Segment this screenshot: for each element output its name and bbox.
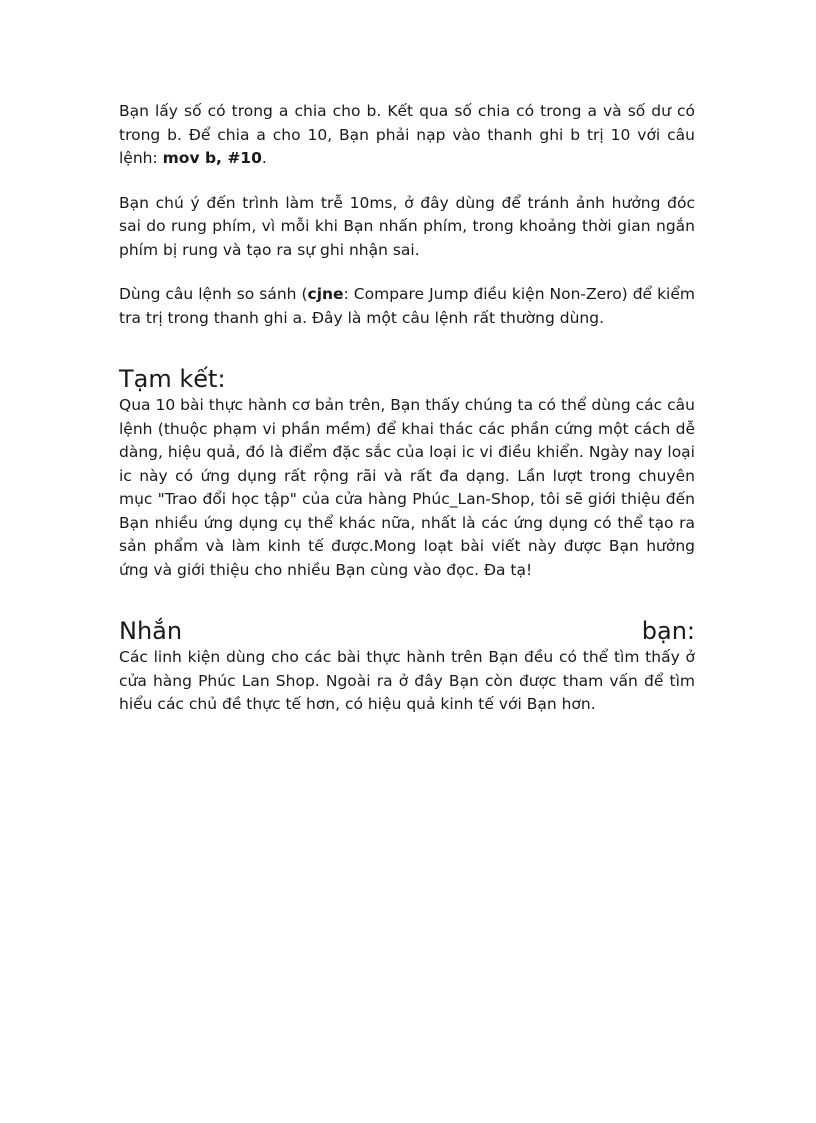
paragraph-division: [119, 100, 695, 171]
heading-summary: Tạm kết:: [119, 365, 226, 393]
document-page: [119, 100, 695, 717]
paragraph-compare-after: : Compare Jump điều kiện Non-Zero) để kiểm tra trị trong thanh ghi a. Đây là một câu lệnh rất thường dùng.: [119, 285, 695, 327]
paragraph-division-text: Bạn lấy số có trong a chia cho b. Kết qua số chia có trong a và số dư có trong b. Để chia a cho 10, Bạn phải nạp vào thanh ghi b trị 10 với câu lệnh:: [119, 102, 695, 167]
paragraph-shop-note: Các linh kiện dùng cho các bài thực hành trên Bạn đều có thể tìm thấy ở cửa hàng Phúc Lan Shop. Ngoài ra ở đây Bạn còn được tham vấn để tìm hiểu các chủ đề thực tế hơn, có hiệu quả kinh tế với Bạn hơn.: [119, 648, 695, 713]
code-cjne: cjne: [307, 285, 344, 303]
heading-note-right: bạn:: [641, 617, 695, 645]
paragraph-division-tail: .: [261, 149, 267, 167]
paragraph-compare-before: Dùng câu lệnh so sánh (: [119, 285, 308, 303]
paragraph-compare: [119, 283, 695, 330]
paragraph-debounce: Bạn chú ý đến trình làm trễ 10ms, ở đây dùng để tránh ảnh hưởng đóc sai do rung phím, vì mỗi khi Bạn nhấn phím, trong khoảng thời gian ngắn phím bị rung và tạo ra sự ghi nhận sai.: [119, 193, 695, 259]
paragraph-summary: Qua 10 bài thực hành cơ bản trên, Bạn thấy chúng ta có thể dùng các câu lệnh (thuộc phạm vi phần mềm) để khai thác các phần cứng một cách dễ dàng, hiệu quả, đó là điểm đặc sắc của loại ic vi điều khiển. Ngày nay loại ic này có ứng dụng rất rộng rãi và rất đa dạng. Lần lượt trong chuyên mục "Trao đổi học tập" của cửa hàng Phúc_Lan-Shop, tôi sẽ giới thiệu đến Bạn nhiều ứng dụng cụ thể khác nữa, nhất là các ứng dụng có thể tạo ra sản phẩm và làm kinh tế được.Mong loạt bài viết này được Bạn hưởng ứng và giới thiệu cho nhiều Bạn cùng vào đọc. Đa tạ!: [119, 396, 695, 579]
heading-note: [119, 616, 695, 646]
heading-note-left: Nhắn: [119, 617, 183, 645]
code-mov-b: mov b, #10: [162, 149, 262, 167]
